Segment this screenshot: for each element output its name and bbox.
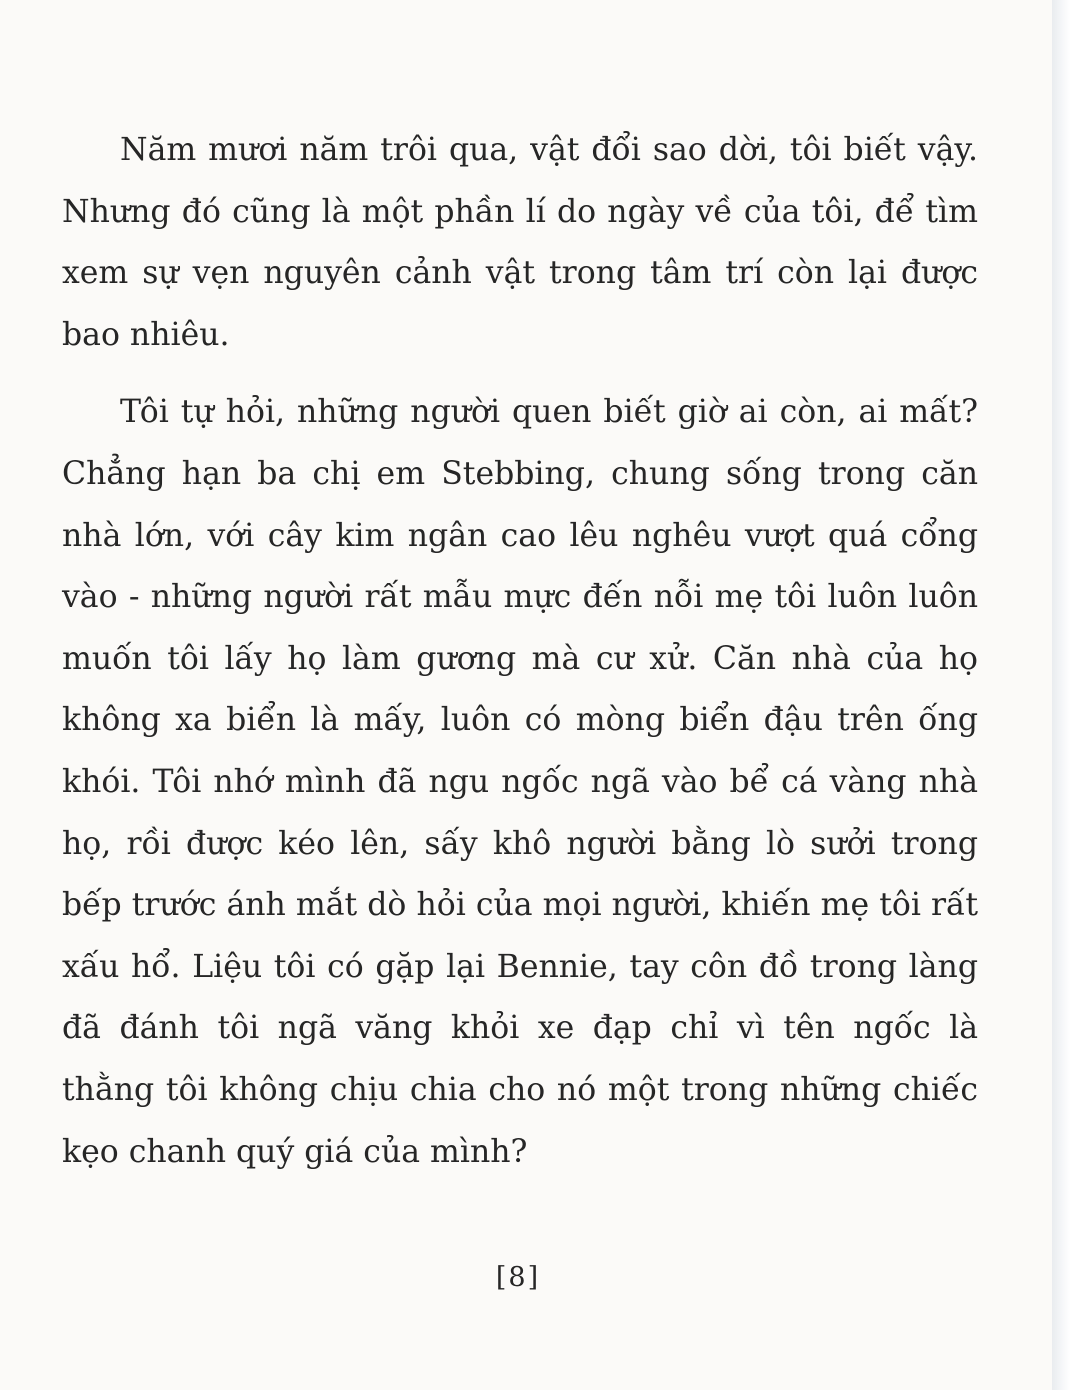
- paragraph-2: Tôi tự hỏi, những người quen biết giờ ai còn, ai mất? Chẳng hạn ba chị em Stebbing, chung sống trong căn nhà lớn, với cây kim ngân cao lêu nghêu vượt quá cổng vào - những người rất mẫu mực đến nỗi mẹ tôi luôn luôn muốn tôi lấy họ làm gương mà cư xử. Căn nhà của họ không xa biển là mấy, luôn có mòng biển đậu trên ống khói. Tôi nhớ mình đã ngu ngốc ngã vào bể cá vàng nhà họ, rồi được kéo lên, sấy khô người bằng lò sưởi trong bếp trước ánh mắt dò hỏi của mọi người, khiến mẹ tôi rất xấu hổ. Liệu tôi có gặp lại Bennie, tay côn đồ trong làng đã đánh tôi ngã văng khỏi xe đạp chỉ vì tên ngốc là thằng tôi không chịu chia cho nó một trong những chiếc kẹo chanh quý giá của mình?: [62, 394, 978, 1170]
- paragraph-1: Năm mươi năm trôi qua, vật đổi sao dời, tôi biết vậy. Nhưng đó cũng là một phần lí do ngày về của tôi, để tìm xem sự vẹn nguyên cảnh vật trong tâm trí còn lại được bao nhiêu.: [62, 132, 978, 353]
- body-text: [62, 120, 978, 1183]
- page-number: [8]: [495, 1262, 541, 1293]
- page-edge: [1052, 0, 1070, 1390]
